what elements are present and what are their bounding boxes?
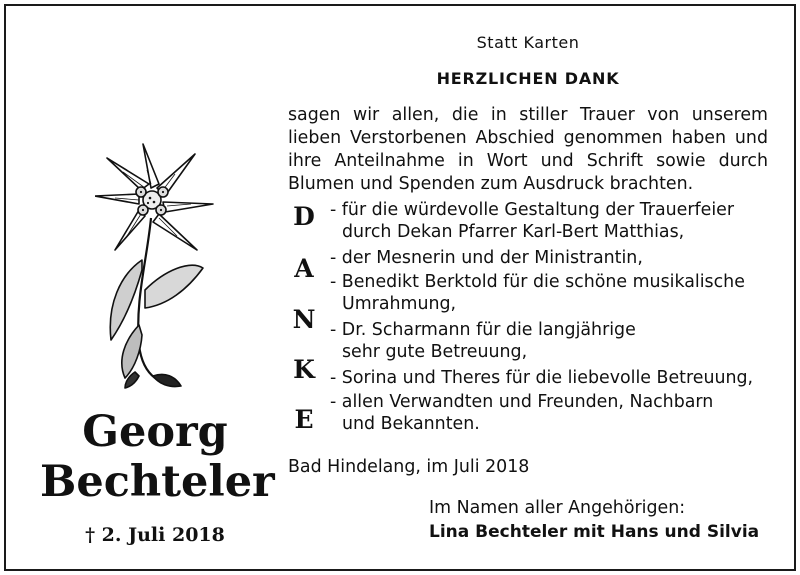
danke-letter-a: A — [294, 254, 314, 283]
thanks-item-line: sehr gute Betreuung, — [342, 342, 528, 362]
thanks-item-line: - der Mesnerin und der Ministrantin, — [330, 248, 643, 268]
thanks-item — [330, 391, 770, 435]
edelweiss-icon — [95, 140, 225, 390]
danke-letter-e: E — [294, 405, 314, 434]
thanks-item — [330, 367, 770, 389]
thanks-item-line: - für die würdevolle Gestaltung der Trauerfeier — [330, 200, 735, 220]
thanks-item-line: - allen Verwandten und Freunden, Nachbarn — [330, 392, 714, 412]
signature-names: Lina Bechteler mit Hans und Silvia — [429, 522, 760, 542]
thanks-item-line: und Bekannten. — [342, 414, 480, 434]
thanks-item-line: - Benedikt Berktold für die schöne musikalische — [330, 272, 745, 292]
deceased-last-name: Bechteler — [40, 457, 275, 507]
thanks-item-line: Umrahmung, — [342, 294, 457, 314]
thanks-item-line: durch Dekan Pfarrer Karl-Bert Matthias, — [342, 222, 685, 242]
thanks-item — [330, 319, 770, 363]
deceased-first-name: Georg — [82, 407, 228, 457]
danke-letter-n: N — [292, 305, 316, 334]
thanks-item — [330, 199, 770, 243]
place-date: Bad Hindelang, im Juli 2018 — [288, 457, 530, 477]
danke-letter-d: D — [293, 202, 315, 231]
signature-intro: Im Namen aller Angehörigen: — [429, 498, 686, 518]
thanks-item — [330, 271, 770, 315]
top-note: Statt Karten — [476, 33, 580, 52]
death-date: † 2. Juli 2018 — [85, 524, 225, 546]
thanks-item-line: - Dr. Scharmann für die langjährige — [330, 320, 636, 340]
intro-paragraph: sagen wir allen, die in stiller Trauer von unserem lieben Verstorbenen Abschied genommen haben und ihre Anteilnahme in Wort und Schrift sowie durch Blumen und Spenden zum Ausdruck brachten. — [288, 105, 768, 194]
notice-heading: HERZLICHEN DANK — [436, 69, 620, 88]
thanks-item — [330, 247, 770, 269]
thanks-item-line: - Sorina und Theres für die liebevolle Betreuung, — [330, 368, 754, 388]
danke-letter-k: K — [293, 355, 315, 384]
